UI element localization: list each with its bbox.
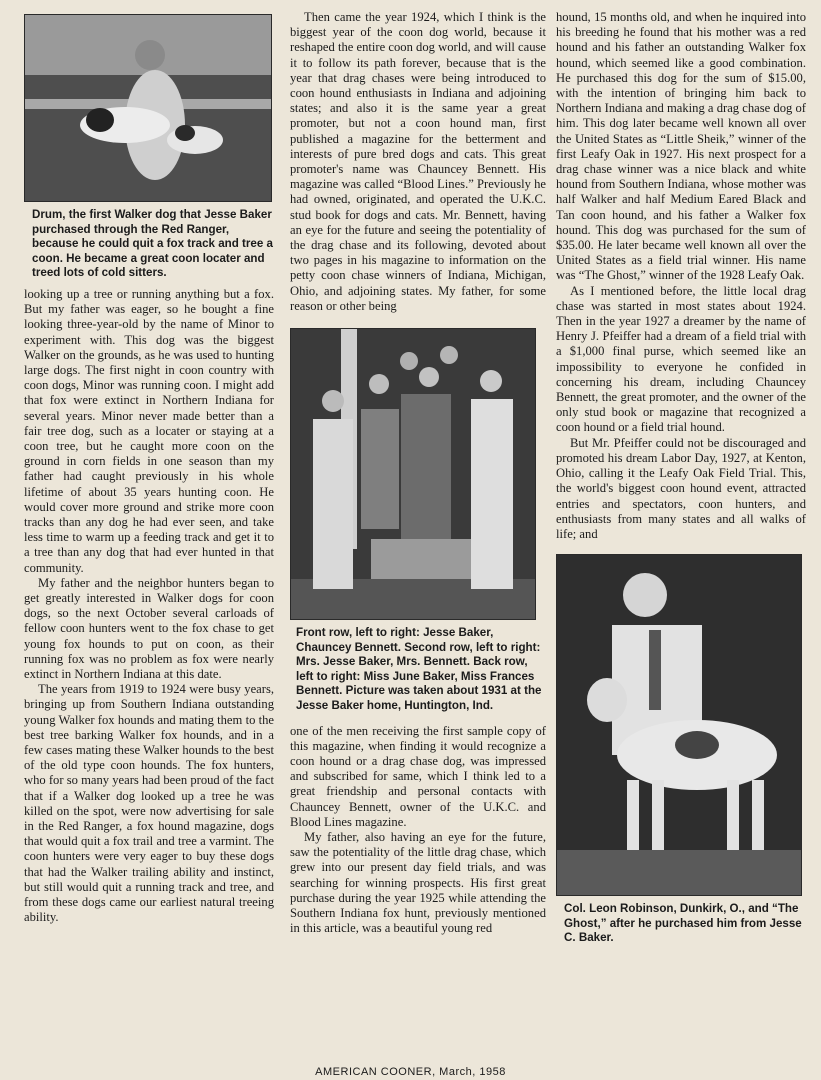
- photo-robinson-ghost-image: [557, 555, 801, 895]
- paragraph: hound, 15 months old, and when he inquired into his breeding he found that his mother was a red hound and his father an outstanding Walker fox hound, which seemed like a good combination. He purchased this dog for the sum of $15.00, with the intention of bringing him back to Northern Indiana and making a drag chase dog of him. This dog later became well known all over the United States as “Little Sheik,” winner of the first Leafy Oak in 1927. His next prospect for a drag chase winner was a nice black and white hound from Southern Indiana, whose mother was half Walker and half Medium Eared Black and Tan coon hound, and his father a Walker fox hound. This dog was purchased for the sum of $35.00. He later became well known all over the United States as a field trial winner. His name was “The Ghost,” winner of the 1928 Leafy Oak.: [556, 10, 806, 283]
- page-footer: AMERICAN COONER, March, 1958: [315, 1066, 506, 1078]
- paragraph: But Mr. Pfeiffer could not be discouraged and promoted his dream Labor Day, 1927, at Kenton, Ohio, calling it the Leafy Oak Field Trial. This, the world's biggest coon hound event, attracted entries and spectators, coon hunters, and enthusiasts from many states and all walks of life; and: [556, 435, 806, 541]
- photo-robinson-ghost: [556, 554, 802, 896]
- paragraph: The years from 1919 to 1924 were busy years, bringing up from Southern Indiana outstanding young Walker fox hounds and mating them to the best tree barking Walker fox hounds, and in a few cases mating these Walker hounds to the best of the old type coon hounds. The fox hunters, who for so many years had been proud of the fact that if a Walker dog looked up a tree he was killed on the spot, were now advertising for sale in the Red Ranger, a fox hound magazine, dogs that would quit a fox trail and tree a varmint. The coon hunters were very eager to buy these dogs that had the Walker trailing ability and instinct, but still would quit a running track and tree, and from these dogs came our earliest natural treeing ability.: [24, 682, 274, 925]
- photo-caption-drum: Drum, the first Walker dog that Jesse Baker purchased through the Red Ranger, because he could quit a fox track and tree a coon. He became a great coon locater and treed lots of cold sitters.: [32, 208, 273, 280]
- paragraph: Then came the year 1924, which I think is the biggest year of the coon dog world, because it reshaped the entire coon dog world, and will cause it to follow its path forever, because that is the year that drag chases were being introduced to coon hound enthusiasts in Indiana and adjoining states; and also it is the same year a great promoter, but not a coon hound man, first published a magazine for the betterment and interests of pure bred dogs and cats. This great promoter's name was Chauncey Bennett. His magazine was called “Blood Lines.” Previously he had owned, originated, and operated the U.K.C. stud book for dogs and cats. Mr. Bennett, having an eye for the future and seeing the potentiality of the drag chase and its following, devoted about two pages in his magazine to information on the petty coon chase winners of Indiana, Michigan, Ohio, and adjoining states. My father, for some reason or other being: [290, 10, 546, 313]
- paragraph: one of the men receiving the first sample copy of this magazine, when finding it would recognize a coon hound or a drag chase dog, was impressed and subscribed for same, which I think led to a great friendship and personal contacts with Chauncey Bennett, owner of the U.K.C. and Blood Lines magazine.: [290, 723, 546, 829]
- column-3: [556, 10, 806, 946]
- photo-caption-robinson: Col. Leon Robinson, Dunkirk, O., and “The Ghost,” after he purchased him from Jesse C. Baker.: [564, 902, 802, 945]
- paragraph: My father and the neighbor hunters began to get greatly interested in Walker dogs for coon dogs, so the next October several carloads of fellow coon hunters went to the fox chase to get young fox hounds to put on coon, as their running fox was no problem as fox were nearly extinct in Northern Indiana at this date.: [24, 575, 274, 682]
- paragraph: As I mentioned before, the little local drag chase was started in most states about 1924. Then in the year 1927 a dreamer by the name of Henry J. Pfeiffer had a dream of a field trial with a $1,000 final purse, which seemed like an impossibility to everyone he confided in concerning his dream, including Chauncey Bennett, the great promoter, and the owner of the only stud book or magazine that recognized a coon hound or a field trial hound.: [556, 283, 806, 435]
- paragraph: looking up a tree or running anything but a fox. But my father was eager, so he bought a fine looking three-year-old by the name of Minor to experiment with. This dog was the biggest Walker on the grounds, as he was used to hunting large dogs. The first night in coon country with coon dogs, Minor was running coon. I might add that fox were extinct in Northern Indiana for several years. Minor never made better than a fair tree dog, such as a locater or staying at a coon tree, but he caught more coon on the ground in corn fields in one season than my father had caught previously in his whole lifetime of about 35 years hunting coon. He would cover more ground and strike more coon tracks than any dog he had ever seen, and take less time to warm up a feeding track and get it to a tree than any dog that had ever hunted in that community.: [24, 286, 274, 575]
- paragraph: My father, also having an eye for the future, saw the potentiality of the little drag chase, which grew into our present day field trials, and was searching for winning prospects. His first great purchase during the year 1925 while attending the Southern Indiana fox hunt, previously mentioned in this article, was a beautiful young red: [290, 830, 546, 936]
- photo-drum-dog: [24, 14, 272, 202]
- column-1: [24, 0, 274, 926]
- photo-caption-group: Front row, left to right: Jesse Baker, Chauncey Bennett. Second row, left to right: Mrs. Jesse Baker, Mrs. Bennett. Back row, left to right: Miss June Baker, Miss Frances Bennett. Picture was taken about 1931 at the Jesse Baker home, Huntington, Ind.: [296, 626, 542, 713]
- photo-group-porch: [290, 328, 536, 620]
- column-2: [290, 10, 546, 936]
- photo-group-porch-image: [291, 329, 535, 619]
- photo-drum-dog-image: [25, 15, 271, 201]
